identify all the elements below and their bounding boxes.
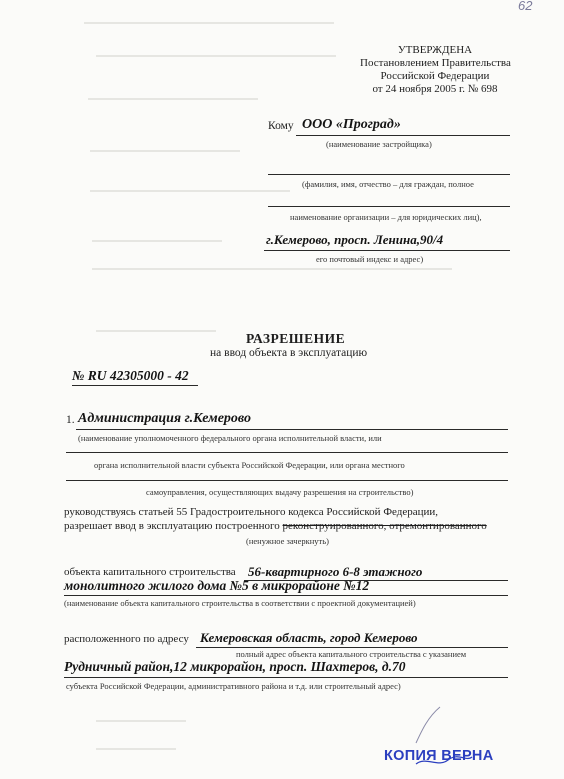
struck-out-options: реконструированного, отремонтированного	[282, 520, 487, 532]
to-label: Кому	[268, 120, 294, 132]
person-caption: (фамилия, имя, отчество – для граждан, полное	[302, 179, 474, 189]
address-caption: его почтовый индекс и адрес)	[316, 254, 424, 264]
approval-line-1: Постановлением Правительства	[360, 57, 511, 69]
stamp-signature	[414, 754, 474, 770]
authority-caption-1: (наименование уполномоченного федерального органа исполнительной власти, или	[78, 433, 382, 443]
body-line-2	[64, 520, 487, 532]
location-value-2: Рудничный район,12 микрорайон, просп. Шахтеров, д.70	[64, 659, 406, 674]
authority-value: Администрация г.Кемерово	[78, 411, 251, 426]
bleed-through-line	[96, 748, 176, 750]
person-underline	[268, 174, 510, 175]
location-underline-2	[64, 677, 508, 678]
approval-line-3: от 24 ноября 2005 г. № 698	[372, 83, 498, 95]
object-value-2: монолитного жилого дома №5 в микрорайоне №12	[64, 578, 370, 593]
bleed-through-line	[96, 330, 216, 332]
authority-underline	[76, 429, 508, 430]
body-line-2-text: разрешает ввод в эксплуатацию построенного	[64, 520, 280, 532]
object-caption: (наименование объекта капитального строительства в соответствии с проектной документацией)	[64, 598, 416, 608]
pen-mark	[414, 705, 444, 745]
object-label: объекта капитального строительства	[64, 566, 236, 578]
document-title: РАЗРЕШЕНИЕ	[246, 331, 346, 346]
bleed-through-line	[90, 190, 290, 192]
location-underline-1	[196, 647, 508, 648]
authority-caption-3: самоуправления, осуществляющих выдачу разрешения на строительство)	[146, 487, 414, 497]
bleed-through-line	[88, 98, 258, 100]
authority-underline-3	[66, 480, 508, 481]
bleed-through-line	[92, 268, 452, 270]
developer-underline	[296, 135, 510, 136]
body-line-1: руководствуясь статьей 55 Градостроительного кодекса Российской Федерации,	[64, 506, 439, 518]
bleed-through-line	[84, 22, 334, 24]
object-value-1: 56-квартирного 6-8 этажного	[248, 564, 423, 579]
address-value: г.Кемерово, просп. Ленина,90/4	[266, 232, 444, 247]
bleed-through-line	[92, 240, 222, 242]
permit-number-underline	[72, 385, 198, 386]
authority-caption-2: органа исполнительной власти субъекта Российской Федерации, или органа местного	[94, 460, 405, 470]
certified-copy-stamp: КОПИЯ ВЕРНА	[384, 748, 494, 764]
bleed-through-line	[96, 720, 186, 722]
strike-caption: (ненужное зачеркнуть)	[246, 536, 329, 546]
document-subtitle: на ввод объекта в эксплуатацию	[210, 347, 368, 359]
permit-number: № RU 42305000 - 42	[72, 368, 189, 383]
page-number-mark: 62	[518, 0, 533, 13]
location-value-1: Кемеровская область, город Кемерово	[200, 630, 418, 645]
location-caption-2: субъекта Российской Федерации, административного района и т.д. или строительный адрес)	[66, 681, 401, 691]
section-1-number: 1.	[66, 414, 75, 426]
location-caption-1: полный адрес объекта капитального строительства с указанием	[236, 649, 467, 659]
bleed-through-line	[90, 150, 240, 152]
developer-caption: (наименование застройщика)	[326, 139, 432, 149]
object-underline-2	[64, 595, 508, 596]
location-label: расположенного по адресу	[64, 633, 189, 645]
address-underline	[264, 250, 510, 251]
org-caption: наименование организации – для юридических лиц),	[290, 212, 482, 222]
developer-value: ООО «Проград»	[302, 117, 401, 132]
approval-title: УТВЕРЖДЕНА	[397, 44, 473, 56]
bleed-through-line	[96, 55, 336, 57]
approval-line-2: Российской Федерации	[380, 70, 490, 82]
org-underline	[268, 206, 510, 207]
approval-block	[360, 44, 510, 96]
authority-underline-2	[66, 452, 508, 453]
